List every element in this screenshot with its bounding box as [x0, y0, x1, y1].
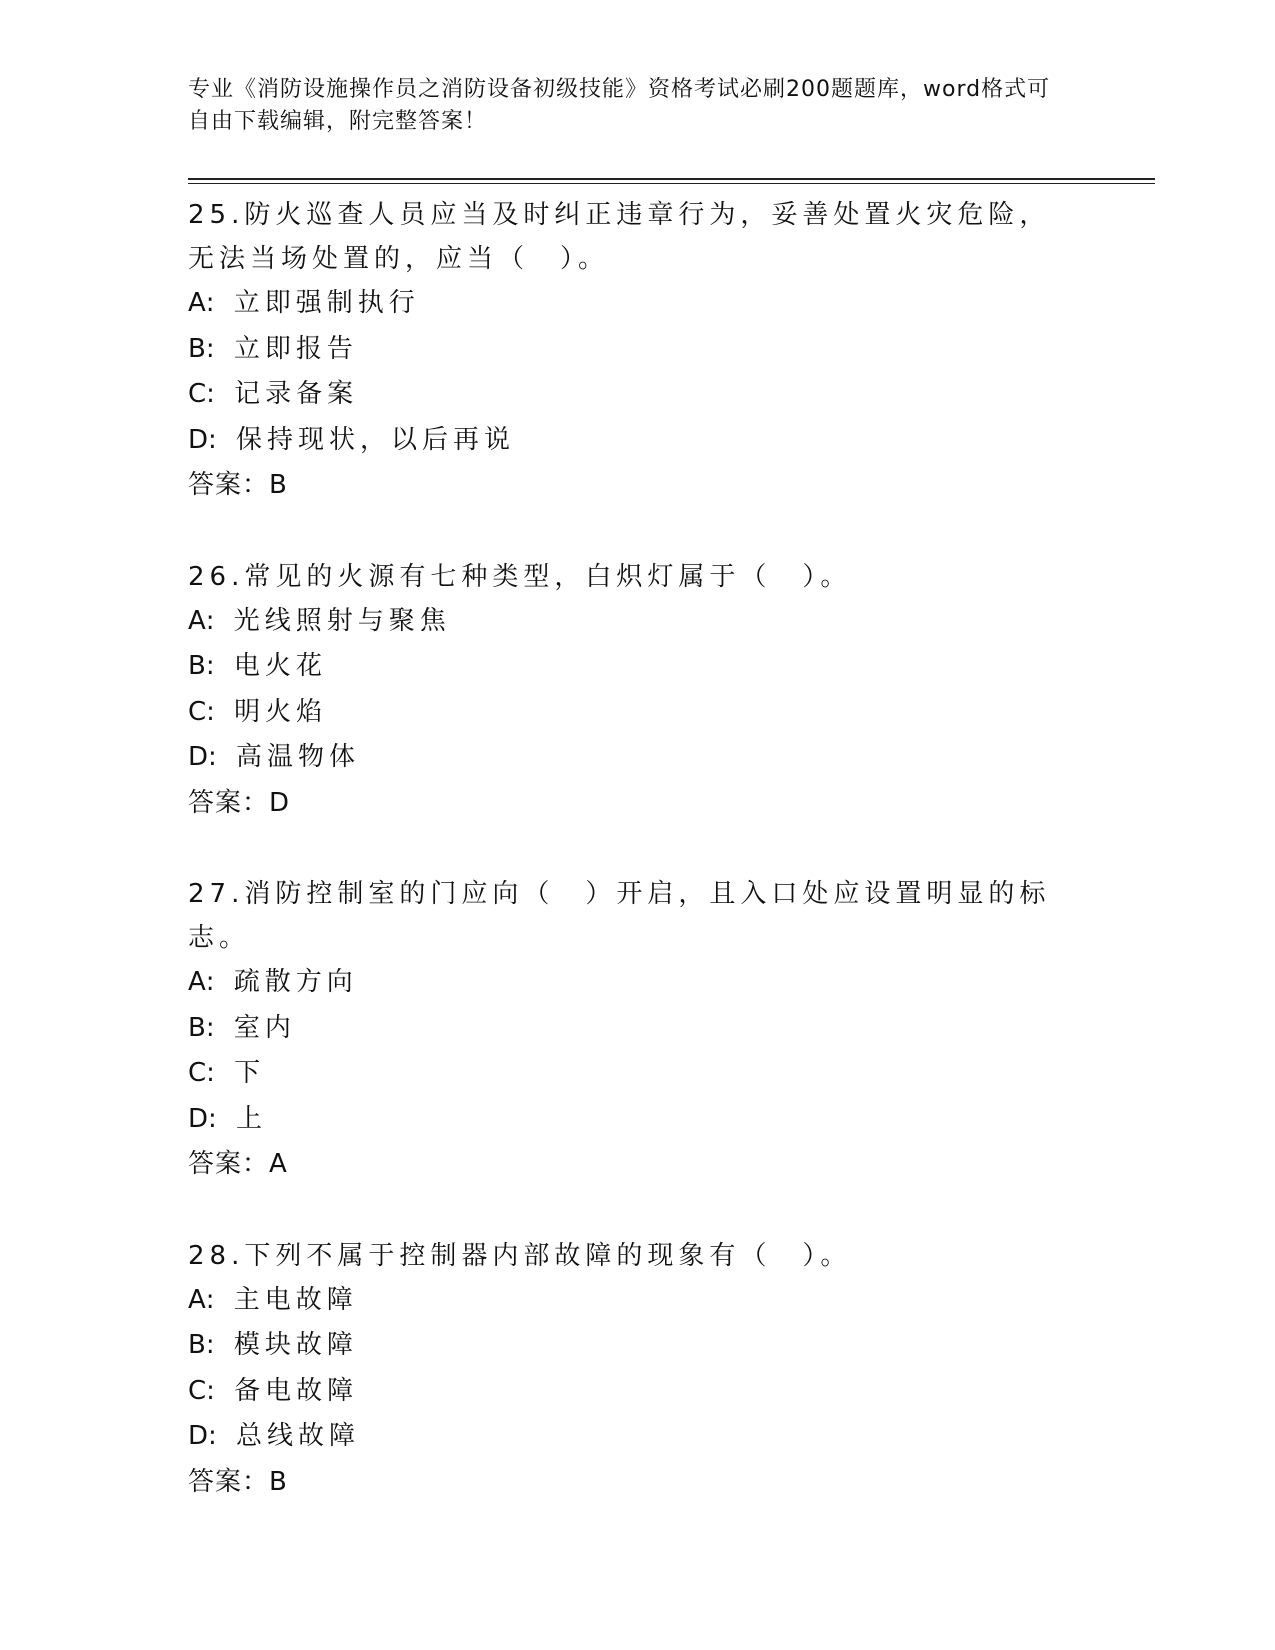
- option-letter: B: [188, 1012, 206, 1043]
- option-a: [188, 599, 1088, 645]
- option-a: [188, 281, 1088, 327]
- option-text: 模块故障: [233, 1330, 358, 1360]
- question-27: [188, 872, 1088, 1188]
- answer-label: 答案：: [188, 470, 270, 500]
- question-list: [188, 193, 1088, 1551]
- option-text: 下: [234, 1058, 266, 1088]
- option-text: 总线故障: [236, 1421, 361, 1451]
- answer-line: [188, 463, 1088, 509]
- option-b: [188, 1006, 1088, 1052]
- option-separator: :: [206, 379, 215, 409]
- option-d: [188, 1414, 1088, 1460]
- option-separator: :: [208, 742, 217, 772]
- answer-value: B: [269, 470, 287, 500]
- question-stem: [188, 555, 1078, 599]
- option-letter: C: [188, 1058, 207, 1088]
- option-letter: C: [188, 696, 207, 727]
- option-text: 疏散方向: [233, 967, 358, 997]
- option-text: 明火焰: [234, 696, 328, 727]
- answer-line: [188, 781, 1088, 827]
- option-text: 备电故障: [234, 1375, 359, 1406]
- option-a: [188, 960, 1088, 1006]
- answer-label: 答案：: [188, 1466, 270, 1497]
- answer-value: B: [269, 1466, 287, 1497]
- option-separator: :: [205, 333, 215, 364]
- option-letter: B: [188, 651, 206, 681]
- option-text: 记录备案: [234, 379, 359, 409]
- option-separator: :: [208, 1421, 217, 1451]
- option-letter: D: [188, 1103, 209, 1134]
- option-b: [188, 327, 1088, 373]
- option-separator: :: [205, 967, 215, 997]
- question-text: 防火巡查人员应当及时纠正违章行为，妥善处置火灾危险，无法当场处置的，应当（ ）。: [188, 200, 1051, 274]
- answer-label: 答案：: [188, 1149, 270, 1179]
- answer-label: 答案：: [188, 787, 270, 818]
- option-a: [188, 1278, 1088, 1324]
- option-b: [188, 644, 1088, 690]
- question-25: [188, 193, 1088, 509]
- answer-value: A: [269, 1149, 287, 1179]
- option-letter: A: [188, 288, 206, 318]
- option-separator: :: [205, 288, 215, 318]
- option-text: 主电故障: [233, 1284, 358, 1315]
- option-separator: :: [206, 1375, 215, 1406]
- question-text: 下列不属于控制器内部故障的现象有（ ）。: [244, 1240, 852, 1271]
- option-separator: :: [205, 605, 215, 636]
- option-b: [188, 1323, 1088, 1369]
- option-separator: :: [206, 1058, 215, 1088]
- option-text: 立即强制执行: [233, 288, 420, 318]
- option-c: [188, 1369, 1088, 1415]
- option-text: 电火花: [233, 651, 327, 681]
- option-d: [188, 1097, 1088, 1143]
- question-number: 27.: [188, 879, 245, 909]
- answer-value: D: [269, 787, 290, 818]
- option-text: 室内: [233, 1012, 296, 1043]
- option-letter: A: [188, 967, 206, 997]
- option-d: [188, 735, 1088, 781]
- option-letter: D: [188, 742, 209, 772]
- option-c: [188, 372, 1088, 418]
- option-letter: B: [188, 333, 206, 364]
- question-26: [188, 555, 1088, 827]
- option-letter: A: [188, 1284, 206, 1315]
- question-number: 25.: [188, 200, 245, 230]
- option-letter: B: [188, 1330, 206, 1360]
- option-separator: :: [205, 651, 215, 681]
- option-c: [188, 690, 1088, 736]
- answer-line: [188, 1460, 1088, 1506]
- option-text: 光线照射与聚焦: [233, 605, 451, 636]
- option-separator: :: [208, 1103, 217, 1134]
- option-text: 上: [236, 1103, 268, 1134]
- option-c: [188, 1051, 1088, 1097]
- option-text: 高温物体: [236, 742, 361, 772]
- option-letter: D: [188, 1421, 209, 1451]
- option-text: 保持现状，以后再说: [236, 424, 516, 455]
- question-number: 28.: [188, 1240, 245, 1271]
- header-divider: [188, 178, 1155, 184]
- question-text: 消防控制室的门应向（ ）开启，且入口处应设置明显的标志。: [188, 879, 1051, 953]
- option-text: 立即报告: [233, 333, 358, 364]
- question-28: [188, 1234, 1088, 1506]
- option-d: [188, 418, 1088, 464]
- option-letter: D: [188, 424, 209, 455]
- question-stem: [188, 193, 1078, 281]
- option-letter: C: [188, 1375, 207, 1406]
- question-stem: [188, 872, 1078, 960]
- question-text: 常见的火源有七种类型，白炽灯属于（ ）。: [244, 561, 852, 592]
- answer-line: [188, 1142, 1088, 1188]
- question-stem: [188, 1234, 1078, 1278]
- option-letter: C: [188, 379, 207, 409]
- option-separator: :: [206, 696, 215, 727]
- option-separator: :: [205, 1330, 215, 1360]
- option-separator: :: [205, 1012, 215, 1043]
- option-letter: A: [188, 605, 206, 636]
- option-separator: :: [208, 424, 217, 455]
- option-separator: :: [205, 1284, 215, 1315]
- document-intro: 专业《消防设施操作员之消防设备初级技能》资格考试必刷200题题库，word格式可自由下载编辑，附完整答案！: [188, 77, 1051, 134]
- question-number: 26.: [188, 561, 245, 592]
